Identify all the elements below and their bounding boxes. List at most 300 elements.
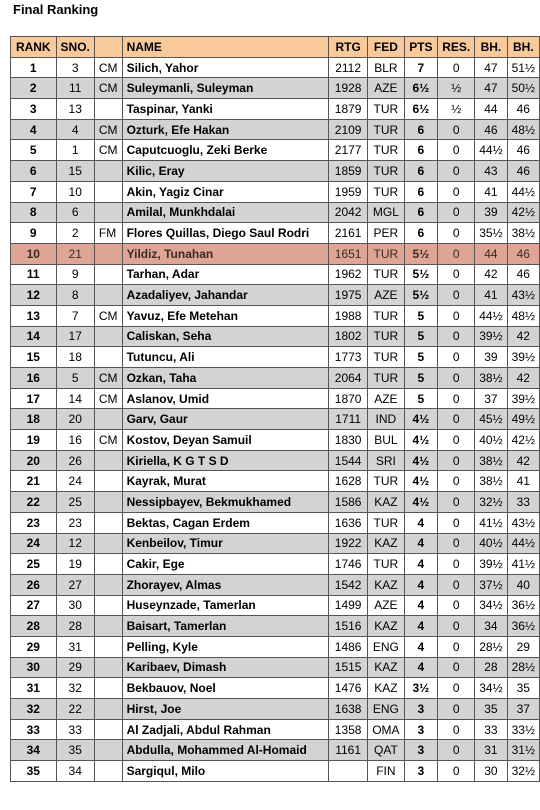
rating-cell: 2177 <box>329 140 368 161</box>
points-cell: 5 <box>404 368 438 389</box>
federation-cell: FIN <box>368 761 404 782</box>
bh1-header[interactable]: BH. <box>475 37 507 58</box>
buchholz-cell: 39½ <box>475 554 507 575</box>
buchholz2-cell: 37 <box>507 699 539 720</box>
rank-cell: 20 <box>11 450 57 471</box>
rating-cell: 2112 <box>329 57 368 78</box>
rating-cell: 1746 <box>329 554 368 575</box>
buchholz-cell: 39 <box>475 202 507 223</box>
rating-cell: 1879 <box>329 99 368 120</box>
result-cell: 0 <box>438 119 475 140</box>
points-cell: 5 <box>404 388 438 409</box>
federation-cell: KAZ <box>368 657 404 678</box>
buchholz2-cell: 31½ <box>507 740 539 761</box>
table-row[interactable] <box>11 574 540 595</box>
table-row[interactable] <box>11 305 540 326</box>
rating-cell: 1358 <box>329 719 368 740</box>
rank-cell: 23 <box>11 512 57 533</box>
points-cell: 4½ <box>404 430 438 451</box>
sno-header[interactable]: SNO. <box>56 37 94 58</box>
federation-cell: SRI <box>368 450 404 471</box>
rating-cell: 1928 <box>329 78 368 99</box>
table-row[interactable] <box>11 719 540 740</box>
sno-cell: 2 <box>56 223 94 244</box>
name-cell: Abdulla, Mohammed Al-Homaid <box>122 740 328 761</box>
sno-cell: 7 <box>56 305 94 326</box>
sno-cell: 14 <box>56 388 94 409</box>
bh2-header[interactable]: BH. <box>507 37 539 58</box>
result-cell: 0 <box>438 223 475 244</box>
buchholz2-cell: 42 <box>507 368 539 389</box>
federation-cell: AZE <box>368 595 404 616</box>
table-row[interactable] <box>11 347 540 368</box>
result-cell: 0 <box>438 409 475 430</box>
result-cell: ½ <box>438 99 475 120</box>
sno-cell: 27 <box>56 574 94 595</box>
rank-cell: 14 <box>11 326 57 347</box>
name-cell: Suleymanli, Suleyman <box>122 78 328 99</box>
federation-cell: KAZ <box>368 492 404 513</box>
sno-cell: 16 <box>56 430 94 451</box>
sno-cell: 17 <box>56 326 94 347</box>
federation-cell: TUR <box>368 243 404 264</box>
federation-cell: BLR <box>368 57 404 78</box>
result-cell: 0 <box>438 347 475 368</box>
rank-cell: 22 <box>11 492 57 513</box>
rating-cell: 1870 <box>329 388 368 409</box>
name-cell: Silich, Yahor <box>122 57 328 78</box>
name-cell: Hirst, Joe <box>122 699 328 720</box>
title-cell <box>94 285 122 306</box>
buchholz-cell: 40½ <box>475 430 507 451</box>
points-cell: 5 <box>404 305 438 326</box>
rating-cell: 1636 <box>329 512 368 533</box>
buchholz2-cell: 41 <box>507 471 539 492</box>
federation-cell: TUR <box>368 512 404 533</box>
table-row[interactable] <box>11 761 540 782</box>
sno-cell: 15 <box>56 161 94 182</box>
result-cell: 0 <box>438 678 475 699</box>
rank-cell: 16 <box>11 368 57 389</box>
rating-cell: 2064 <box>329 368 368 389</box>
rating-cell: 1959 <box>329 181 368 202</box>
buchholz-cell: 28 <box>475 657 507 678</box>
buchholz2-cell: 46 <box>507 264 539 285</box>
name-cell: Kenbeilov, Timur <box>122 533 328 554</box>
result-cell: 0 <box>438 657 475 678</box>
name-cell: Nessipbayev, Bekmukhamed <box>122 492 328 513</box>
points-cell: 5½ <box>404 264 438 285</box>
points-cell: 4 <box>404 595 438 616</box>
sno-cell: 28 <box>56 616 94 637</box>
sno-cell: 19 <box>56 554 94 575</box>
name-cell: Sargiqul, Milo <box>122 761 328 782</box>
rating-cell: 2109 <box>329 119 368 140</box>
rating-cell: 1628 <box>329 471 368 492</box>
name-header[interactable]: NAME <box>122 37 328 58</box>
buchholz-cell: 35 <box>475 699 507 720</box>
rank-cell: 33 <box>11 719 57 740</box>
title-cell <box>94 347 122 368</box>
federation-cell: TUR <box>368 326 404 347</box>
title-cell <box>94 574 122 595</box>
buchholz-cell: 37½ <box>475 574 507 595</box>
table-row[interactable] <box>11 57 540 78</box>
sno-cell: 9 <box>56 264 94 285</box>
points-cell: 5½ <box>404 285 438 306</box>
name-cell: Yavuz, Efe Metehan <box>122 305 328 326</box>
rank-cell: 6 <box>11 161 57 182</box>
rank-cell: 32 <box>11 699 57 720</box>
title-cell: CM <box>94 119 122 140</box>
federation-cell: TUR <box>368 305 404 326</box>
name-cell: Garv, Gaur <box>122 409 328 430</box>
title-cell: CM <box>94 368 122 389</box>
federation-cell: TUR <box>368 140 404 161</box>
title-header[interactable] <box>94 37 122 58</box>
table-row[interactable] <box>11 636 540 657</box>
table-row[interactable] <box>11 223 540 244</box>
table-row[interactable] <box>11 699 540 720</box>
rank-cell: 11 <box>11 264 57 285</box>
table-row[interactable] <box>11 471 540 492</box>
rtg-header[interactable]: RTG <box>329 37 368 58</box>
name-cell: Azadaliyev, Jahandar <box>122 285 328 306</box>
buchholz2-cell: 33½ <box>507 719 539 740</box>
name-cell: Cakir, Ege <box>122 554 328 575</box>
points-cell: 6½ <box>404 78 438 99</box>
federation-cell: QAT <box>368 740 404 761</box>
title-cell <box>94 99 122 120</box>
rank-cell: 30 <box>11 657 57 678</box>
name-cell: Karibaev, Dimash <box>122 657 328 678</box>
name-cell: Kilic, Eray <box>122 161 328 182</box>
points-cell: 3½ <box>404 678 438 699</box>
rating-cell: 1476 <box>329 678 368 699</box>
buchholz-cell: 34 <box>475 616 507 637</box>
name-cell: Ozturk, Efe Hakan <box>122 119 328 140</box>
table-row[interactable] <box>11 678 540 699</box>
table-row[interactable] <box>11 99 540 120</box>
table-row[interactable] <box>11 264 540 285</box>
rank-cell: 15 <box>11 347 57 368</box>
points-cell: 5½ <box>404 243 438 264</box>
buchholz-cell: 42 <box>475 264 507 285</box>
buchholz-cell: 46 <box>475 119 507 140</box>
result-cell: 0 <box>438 140 475 161</box>
table-row[interactable] <box>11 202 540 223</box>
table-row[interactable] <box>11 616 540 637</box>
buchholz2-cell: 32½ <box>507 761 539 782</box>
federation-cell: PER <box>368 223 404 244</box>
rank-cell: 21 <box>11 471 57 492</box>
buchholz2-cell: 38½ <box>507 223 539 244</box>
result-cell: 0 <box>438 326 475 347</box>
title-cell <box>94 595 122 616</box>
points-cell: 4½ <box>404 409 438 430</box>
buchholz2-cell: 41½ <box>507 554 539 575</box>
sno-cell: 10 <box>56 181 94 202</box>
rank-header[interactable]: RANK <box>11 37 57 58</box>
result-cell: 0 <box>438 740 475 761</box>
table-row[interactable] <box>11 368 540 389</box>
rank-cell: 35 <box>11 761 57 782</box>
sno-cell: 29 <box>56 657 94 678</box>
sno-cell: 11 <box>56 78 94 99</box>
rating-cell: 1802 <box>329 326 368 347</box>
points-cell: 4½ <box>404 471 438 492</box>
federation-cell: KAZ <box>368 616 404 637</box>
title-cell <box>94 409 122 430</box>
result-cell: 0 <box>438 636 475 657</box>
buchholz-cell: 41½ <box>475 512 507 533</box>
rating-cell: 1542 <box>329 574 368 595</box>
title-cell <box>94 636 122 657</box>
sno-cell: 12 <box>56 533 94 554</box>
table-row[interactable] <box>11 554 540 575</box>
sno-cell: 1 <box>56 140 94 161</box>
res-header[interactable]: RES. <box>438 37 475 58</box>
federation-cell: TUR <box>368 264 404 285</box>
buchholz-cell: 45½ <box>475 409 507 430</box>
rating-cell: 1830 <box>329 430 368 451</box>
federation-cell: KAZ <box>368 678 404 699</box>
rating-cell: 1711 <box>329 409 368 430</box>
rank-cell: 26 <box>11 574 57 595</box>
table-row[interactable] <box>11 161 540 182</box>
title-cell <box>94 699 122 720</box>
name-cell: Al Zadjali, Abdul Rahman <box>122 719 328 740</box>
result-cell: 0 <box>438 492 475 513</box>
buchholz-cell: 38½ <box>475 471 507 492</box>
rank-cell: 10 <box>11 243 57 264</box>
sno-cell: 8 <box>56 285 94 306</box>
table-row[interactable] <box>11 140 540 161</box>
rating-cell: 1544 <box>329 450 368 471</box>
title-cell: CM <box>94 140 122 161</box>
title-cell <box>94 657 122 678</box>
buchholz-cell: 33 <box>475 719 507 740</box>
title-cell <box>94 719 122 740</box>
name-cell: Kiriella, K G T S D <box>122 450 328 471</box>
table-row[interactable] <box>11 430 540 451</box>
result-cell: ½ <box>438 78 475 99</box>
federation-cell: BUL <box>368 430 404 451</box>
rank-cell: 7 <box>11 181 57 202</box>
title-cell: CM <box>94 430 122 451</box>
federation-cell: AZE <box>368 388 404 409</box>
buchholz2-cell: 51½ <box>507 57 539 78</box>
points-cell: 4 <box>404 616 438 637</box>
title-cell <box>94 554 122 575</box>
name-cell: Kayrak, Murat <box>122 471 328 492</box>
points-cell: 3 <box>404 761 438 782</box>
buchholz-cell: 44 <box>475 243 507 264</box>
points-cell: 6 <box>404 161 438 182</box>
points-cell: 6½ <box>404 99 438 120</box>
result-cell: 0 <box>438 616 475 637</box>
title-cell: FM <box>94 223 122 244</box>
buchholz-cell: 47 <box>475 57 507 78</box>
title-cell <box>94 326 122 347</box>
federation-cell: KAZ <box>368 533 404 554</box>
table-row[interactable] <box>11 243 540 264</box>
table-row[interactable] <box>11 119 540 140</box>
title-cell <box>94 740 122 761</box>
buchholz-cell: 39 <box>475 347 507 368</box>
rank-cell: 13 <box>11 305 57 326</box>
rank-cell: 24 <box>11 533 57 554</box>
points-cell: 4½ <box>404 492 438 513</box>
sno-cell: 26 <box>56 450 94 471</box>
federation-cell: MGL <box>368 202 404 223</box>
buchholz2-cell: 44½ <box>507 181 539 202</box>
page-title: Final Ranking <box>13 2 99 17</box>
title-cell <box>94 181 122 202</box>
federation-cell: ENG <box>368 636 404 657</box>
federation-cell: TUR <box>368 368 404 389</box>
buchholz2-cell: 43½ <box>507 285 539 306</box>
sno-cell: 21 <box>56 243 94 264</box>
rank-cell: 12 <box>11 285 57 306</box>
buchholz-cell: 41 <box>475 285 507 306</box>
result-cell: 0 <box>438 368 475 389</box>
points-cell: 4 <box>404 554 438 575</box>
federation-cell: OMA <box>368 719 404 740</box>
points-cell: 4 <box>404 636 438 657</box>
result-cell: 0 <box>438 554 475 575</box>
buchholz-cell: 44 <box>475 99 507 120</box>
name-cell: Ozkan, Taha <box>122 368 328 389</box>
rating-cell: 1975 <box>329 285 368 306</box>
sno-cell: 18 <box>56 347 94 368</box>
name-cell: Caputcuoglu, Zeki Berke <box>122 140 328 161</box>
sno-cell: 4 <box>56 119 94 140</box>
buchholz2-cell: 42 <box>507 450 539 471</box>
name-cell: Bekbauov, Noel <box>122 678 328 699</box>
points-cell: 6 <box>404 119 438 140</box>
buchholz2-cell: 46 <box>507 243 539 264</box>
name-cell: Tutuncu, Ali <box>122 347 328 368</box>
rating-cell: 1962 <box>329 264 368 285</box>
sno-cell: 25 <box>56 492 94 513</box>
result-cell: 0 <box>438 450 475 471</box>
rating-cell: 1499 <box>329 595 368 616</box>
buchholz2-cell: 29 <box>507 636 539 657</box>
sno-cell: 13 <box>56 99 94 120</box>
buchholz2-cell: 42 <box>507 326 539 347</box>
table-row[interactable] <box>11 533 540 554</box>
result-cell: 0 <box>438 388 475 409</box>
result-cell: 0 <box>438 595 475 616</box>
buchholz-cell: 34½ <box>475 595 507 616</box>
sno-cell: 6 <box>56 202 94 223</box>
rank-cell: 34 <box>11 740 57 761</box>
rank-cell: 18 <box>11 409 57 430</box>
buchholz2-cell: 36½ <box>507 595 539 616</box>
table-row[interactable] <box>11 492 540 513</box>
federation-cell: TUR <box>368 181 404 202</box>
table-row[interactable] <box>11 512 540 533</box>
result-cell: 0 <box>438 574 475 595</box>
federation-cell: ENG <box>368 699 404 720</box>
points-cell: 5 <box>404 347 438 368</box>
rank-cell: 5 <box>11 140 57 161</box>
title-cell: CM <box>94 78 122 99</box>
buchholz2-cell: 39½ <box>507 347 539 368</box>
buchholz-cell: 40½ <box>475 533 507 554</box>
rating-cell: 1773 <box>329 347 368 368</box>
title-cell <box>94 450 122 471</box>
sno-cell: 5 <box>56 368 94 389</box>
buchholz-cell: 34½ <box>475 678 507 699</box>
rank-cell: 27 <box>11 595 57 616</box>
fed-header[interactable]: FED <box>368 37 404 58</box>
result-cell: 0 <box>438 181 475 202</box>
table-row[interactable] <box>11 657 540 678</box>
result-cell: 0 <box>438 285 475 306</box>
table-row[interactable] <box>11 409 540 430</box>
buchholz2-cell: 35 <box>507 678 539 699</box>
federation-cell: TUR <box>368 554 404 575</box>
buchholz-cell: 39½ <box>475 326 507 347</box>
name-cell: Yildiz, Tunahan <box>122 243 328 264</box>
rank-cell: 28 <box>11 616 57 637</box>
rank-cell: 4 <box>11 119 57 140</box>
sno-cell: 35 <box>56 740 94 761</box>
rank-cell: 1 <box>11 57 57 78</box>
result-cell: 0 <box>438 471 475 492</box>
name-cell: Huseynzade, Tamerlan <box>122 595 328 616</box>
federation-cell: TUR <box>368 119 404 140</box>
federation-cell: TUR <box>368 99 404 120</box>
buchholz2-cell: 42½ <box>507 430 539 451</box>
result-cell: 0 <box>438 512 475 533</box>
title-cell <box>94 161 122 182</box>
table-row[interactable] <box>11 595 540 616</box>
buchholz2-cell: 33 <box>507 492 539 513</box>
rating-cell: 1515 <box>329 657 368 678</box>
rating-cell: 1486 <box>329 636 368 657</box>
table-row[interactable] <box>11 326 540 347</box>
rating-cell: 1161 <box>329 740 368 761</box>
name-cell: Pelling, Kyle <box>122 636 328 657</box>
table-row[interactable] <box>11 78 540 99</box>
points-cell: 6 <box>404 223 438 244</box>
table-row[interactable] <box>11 388 540 409</box>
buchholz2-cell: 42½ <box>507 202 539 223</box>
pts-header[interactable]: PTS <box>404 37 438 58</box>
buchholz2-cell: 39½ <box>507 388 539 409</box>
table-row[interactable] <box>11 181 540 202</box>
points-cell: 4 <box>404 533 438 554</box>
buchholz2-cell: 48½ <box>507 305 539 326</box>
result-cell: 0 <box>438 430 475 451</box>
sno-cell: 3 <box>56 57 94 78</box>
buchholz2-cell: 46 <box>507 161 539 182</box>
buchholz2-cell: 44½ <box>507 533 539 554</box>
rating-cell <box>329 761 368 782</box>
table-row[interactable] <box>11 450 540 471</box>
title-cell <box>94 533 122 554</box>
title-cell: CM <box>94 305 122 326</box>
sno-cell: 24 <box>56 471 94 492</box>
table-row[interactable] <box>11 285 540 306</box>
ranking-table <box>10 36 540 782</box>
title-cell <box>94 243 122 264</box>
buchholz-cell: 35½ <box>475 223 507 244</box>
table-row[interactable] <box>11 740 540 761</box>
